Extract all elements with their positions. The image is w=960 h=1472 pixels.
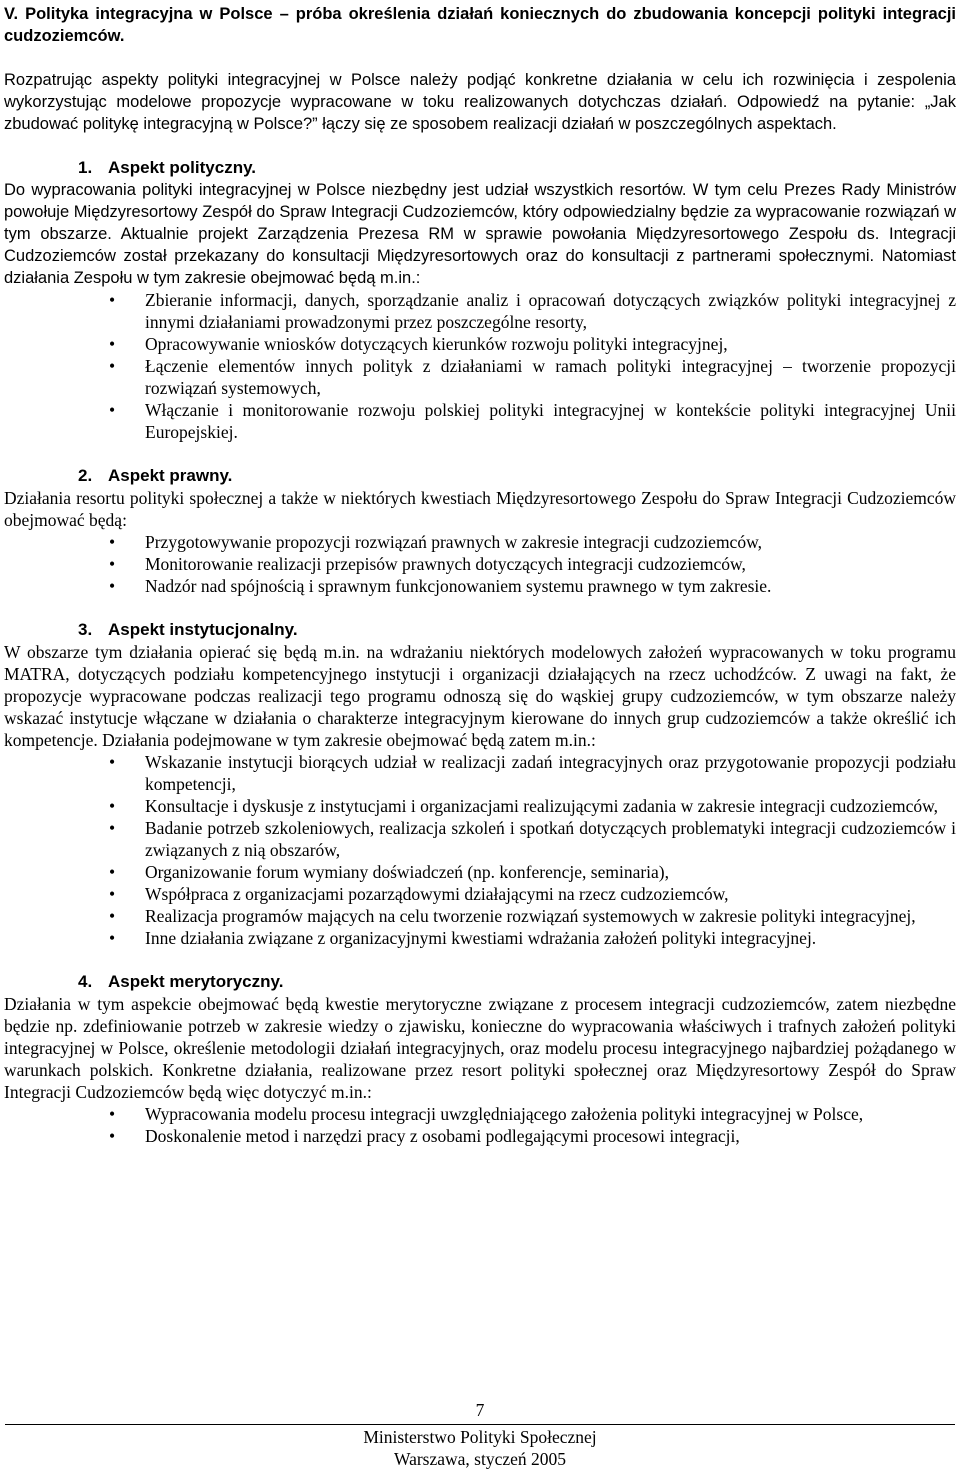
list-item-text: Nadzór nad spójnością i sprawnym funkcjonowaniem systemu prawnego w tym zakresie. — [145, 576, 772, 596]
list-item — [4, 927, 956, 949]
section-lead-first: Do wypracowania polityki integracyjnej w Polsce niezbędny jest udział wszystkich resortów. — [4, 181, 687, 199]
bullet-icon: • — [109, 884, 116, 904]
list-item-text: Zbieranie informacji, danych, sporządzanie analiz i opracowań dotyczących związków polityki integracyjnej z innymi działaniami prowadzonymi przez poszczególne resorty, — [145, 290, 956, 332]
list-item-text: Monitorowanie realizacji przepisów prawnych dotyczących integracji cudzoziemców, — [145, 554, 746, 574]
intro-paragraph: Rozpatrując aspekty polityki integracyjnej w Polsce należy podjąć konkretne działania w celu ich rozwinięcia i zespolenia wykorzystując modelowe propozycje wypracowane w toku realizowanych dotychczas działań. Odpowiedź na pytanie: „Jak zbudować politykę integracyjną w Polsce?” łączy się ze sposobem realizacji działań w poszczególnych aspektach. — [4, 71, 956, 133]
list-item-text: Współpraca z organizacjami pozarządowymi działającymi na rzecz cudzoziemców, — [145, 884, 729, 904]
bullet-list — [4, 751, 956, 949]
bullet-icon: • — [109, 818, 116, 838]
list-item — [4, 355, 956, 399]
list-item — [4, 861, 956, 883]
list-item — [4, 905, 956, 927]
bullet-icon: • — [109, 1104, 116, 1124]
document-page — [4, 3, 956, 1147]
section-title: Aspekt instytucjonalny. — [108, 620, 298, 639]
bullet-list — [4, 289, 956, 443]
list-item — [4, 751, 956, 795]
footer-place-date: Warszawa, styczeń 2005 — [393, 1449, 567, 1469]
list-item — [4, 399, 956, 443]
bullet-icon: • — [109, 290, 116, 310]
footer-institution: Ministerstwo Polityki Społecznej — [363, 1427, 597, 1447]
list-item-text: Organizowanie forum wymiany doświadczeń (np. konferencje, seminaria), — [145, 862, 670, 882]
section-lead — [4, 179, 956, 289]
section-substantive — [4, 971, 956, 1147]
section-lead: W obszarze tym działania opierać się będą m.in. na wdrażaniu niektórych modelowych założeń wypracowanych w toku programu MATRA, dotyczących podziału kompetencyjnego instytucji i organizacji działających na rzecz uchodźców. Z uwagi na fakt, że propozycje wypracowane podczas realizacji tego programu odnoszą się do wąskiej grupy cudzoziemców, w tym obszarze należy wskazać instytucje włączane w działania o charakterze integracyjnym kierowane do innych grup cudzoziemców a także określić ich kompetencje. Działania podejmowane w tym zakresie obejmować będą zatem m.in.: — [4, 642, 956, 750]
bullet-icon: • — [109, 356, 116, 376]
section-title: Aspekt prawny. — [108, 466, 233, 485]
bullet-icon: • — [109, 796, 116, 816]
list-item — [4, 575, 956, 597]
section-number: 4. — [78, 972, 93, 991]
bullet-icon: • — [109, 554, 116, 574]
list-item-text: Badanie potrzeb szkoleniowych, realizacja szkoleń i spotkań dotyczących problematyki integracji cudzoziemców i związanych z nią obszarów, — [145, 818, 956, 860]
section-heading — [4, 465, 956, 487]
footer-divider — [5, 1424, 955, 1425]
chapter-title: V. Polityka integracyjna w Polsce – próba określenia działań koniecznych do zbudowania koncepcji polityki integracji cudzoziemców. — [4, 5, 956, 45]
list-item-text: Wypracowania modelu procesu integracji uwzględniającego założenia polityki integracyjnej w Polsce, — [145, 1104, 864, 1124]
section-lead: Działania resortu polityki społecznej a także w niektórych kwestiach Międzyresortowego Zespołu do Spraw Integracji Cudzoziemców obejmować będą: — [4, 488, 956, 530]
list-item-text: Realizacja programów mających na celu tworzenie rozwiązań systemowych w zakresie polityki integracyjnej, — [145, 906, 916, 926]
bullet-icon: • — [109, 862, 116, 882]
list-item-text: Przygotowywanie propozycji rozwiązań prawnych w zakresie integracji cudzoziemców, — [145, 532, 762, 552]
bullet-icon: • — [109, 400, 116, 420]
section-heading — [4, 971, 956, 993]
list-item — [4, 553, 956, 575]
bullet-list — [4, 1103, 956, 1147]
bullet-icon: • — [109, 576, 116, 596]
page-number: 7 — [475, 1400, 485, 1420]
section-lead-rest: W tym celu Prezes Rady Ministrów powołuje Międzyresortowy Zespół do Spraw Integracji Cudzoziemców, który odpowiedzialny będzie za wypracowanie rozwiązań w tym obszarze. Aktualnie projekt Zarządzenia Prezesa RM w sprawie powołania Międzyresortowego Zespołu ds. Integracji Cudzoziemców został przekazany do konsultacji Międzyresortowych oraz do konsultacji z partnerami społecznymi. Natomiast działania Zespołu w tym zakresie obejmować będą m.in.: — [4, 181, 957, 287]
bullet-icon: • — [109, 334, 116, 354]
section-heading — [4, 157, 956, 179]
bullet-icon: • — [109, 906, 116, 926]
section-institutional — [4, 619, 956, 949]
section-number: 1. — [78, 158, 93, 177]
section-title: Aspekt polityczny. — [108, 158, 256, 177]
list-item — [4, 795, 956, 817]
list-item-text: Łączenie elementów innych polityk z działaniami w ramach polityki integracyjnej – tworzenie propozycji rozwiązań systemowych, — [145, 356, 956, 398]
list-item — [4, 289, 956, 333]
list-item — [4, 333, 956, 355]
bullet-icon: • — [109, 532, 116, 552]
section-number: 2. — [78, 466, 93, 485]
list-item — [4, 1125, 956, 1147]
list-item-text: Konsultacje i dyskusje z instytucjami i organizacjami realizującymi zadania w zakresie integracji cudzoziemców, — [145, 796, 939, 816]
bullet-list — [4, 531, 956, 597]
section-title: Aspekt merytoryczny. — [108, 972, 284, 991]
list-item-text: Inne działania związane z organizacyjnymi kwestiami wdrażania założeń polityki integracyjnej. — [145, 928, 817, 948]
list-item — [4, 1103, 956, 1125]
bullet-icon: • — [109, 752, 116, 772]
section-lead: Działania w tym aspekcie obejmować będą kwestie merytoryczne związane z procesem integracji cudzoziemców, zatem niezbędne będzie np. zdefiniowanie potrzeb w zakresie wiedzy o zjawisku, konieczne do wypracowania właściwych i trafnych założeń polityki integracyjnej w Polsce, określenie metodologii działań integracyjnych, oraz modelu procesu integracyjnego najbardziej pożądanego w warunkach polskich. Konkretne działania, realizowane przez resort polityki społecznej oraz Międzyresortowy Zespół do Spraw Integracji Cudzoziemców będą więc dotyczyć m.in.: — [4, 994, 956, 1102]
list-item — [4, 817, 956, 861]
list-item-text: Opracowywanie wniosków dotyczących kierunków rozwoju polityki integracyjnej, — [145, 334, 728, 354]
list-item-text: Doskonalenie metod i narzędzi pracy z osobami podlegającymi procesowi integracji, — [145, 1126, 740, 1146]
bullet-icon: • — [109, 928, 116, 948]
section-heading — [4, 619, 956, 641]
bullet-icon: • — [109, 1126, 116, 1146]
section-number: 3. — [78, 620, 93, 639]
section-political — [4, 157, 956, 443]
list-item — [4, 883, 956, 905]
list-item-text: Wskazanie instytucji biorących udział w realizacji zadań integracyjnych oraz przygotowanie propozycji podziału kompetencji, — [145, 752, 956, 794]
list-item-text: Włączanie i monitorowanie rozwoju polskiej polityki integracyjnej w kontekście polityki integracyjnej Unii Europejskiej. — [145, 400, 956, 442]
list-item — [4, 531, 956, 553]
section-legal — [4, 465, 956, 597]
